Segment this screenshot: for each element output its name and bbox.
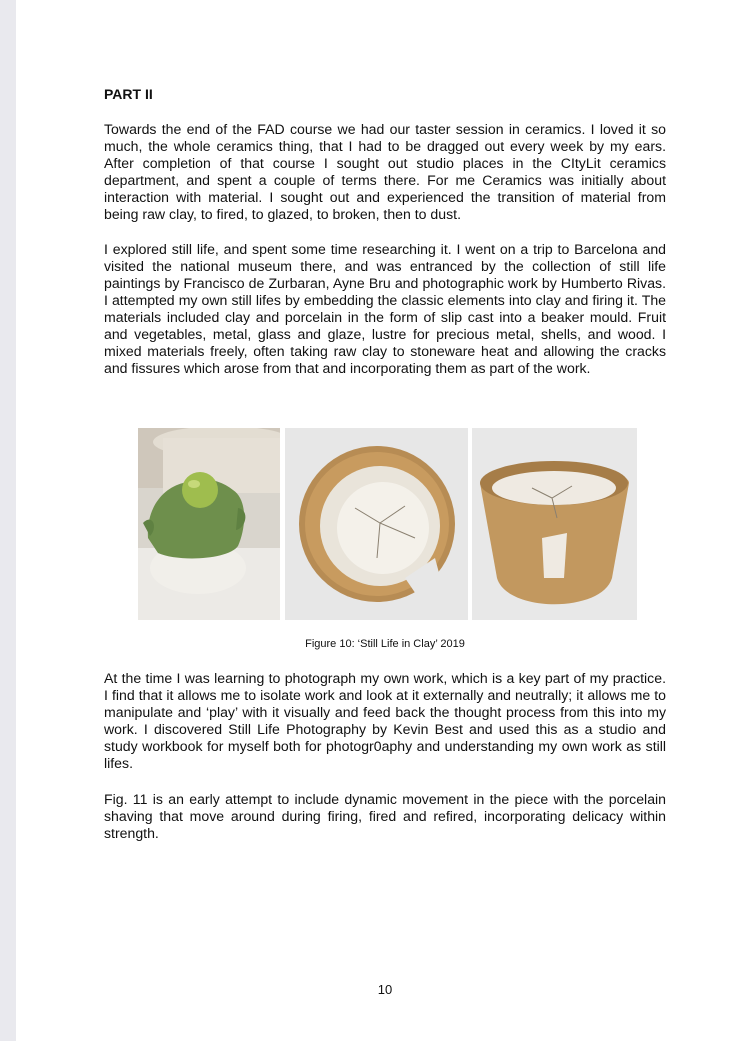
paragraph-1: Towards the end of the FAD course we had our taster session in ceramics. I loved it so much, the whole ceramics thing, that I had to be dragged out every week by my ears. After completion of that course I sought out studio places in the CItyLit ceramics department, and spent a couple of terms there. For me Ceramics was initially about interaction with material. I sought out and experienced the transition of material from being raw clay, to fired, to glazed, to broken, then to dust. [104,121,666,222]
paragraph-2: I explored still life, and spent some time researching it. I went on a trip to Barcelona and visited the national museum there, and was entranced by the collection of still life paintings by Francisco de Zurbaran, Ayne Bru and photographic work by Humberto Rivas. I attempted my own still lifes by embedding the classic elements into clay and firing it. The materials included clay and porcelain in the form of slip cast into a beaker mould. Fruit and vegetables, metal, glass and glaze, lustre for precious metal, shells, and wood. I mixed materials freely, often taking raw clay to stoneware heat and allowing the cracks and fissures which arose from that and incorporating them as part of the work. [104,241,666,376]
page-number: 10 [377,982,393,997]
document-page [16,0,754,1041]
paragraph-3: At the time I was learning to photograph my own work, which is a key part of my practice. I find that it allows me to isolate work and look at it externally and neutrally; it allows me to manipulate and ‘play’ with it visually and feed back the thought process from this into my work. I discovered Still Life Photography by Kevin Best and used this as a studio and study workbook for myself both for photogr0aphy and understanding my own work as still lifes. [104,670,666,771]
photo-cracked-bowl-top [285,428,468,620]
photo-green-glaze-apple [138,428,280,620]
photo-cracked-bowl-side [472,428,637,620]
paragraph-4: Fig. 11 is an early attempt to include dynamic movement in the piece with the porcelain shaving that move around during firing, fired and refired, incorporating delicacy within strength. [104,791,666,841]
section-heading: PART II [104,86,153,102]
figure-caption: Figure 10: ‘Still Life in Clay’ 2019 [305,638,465,650]
